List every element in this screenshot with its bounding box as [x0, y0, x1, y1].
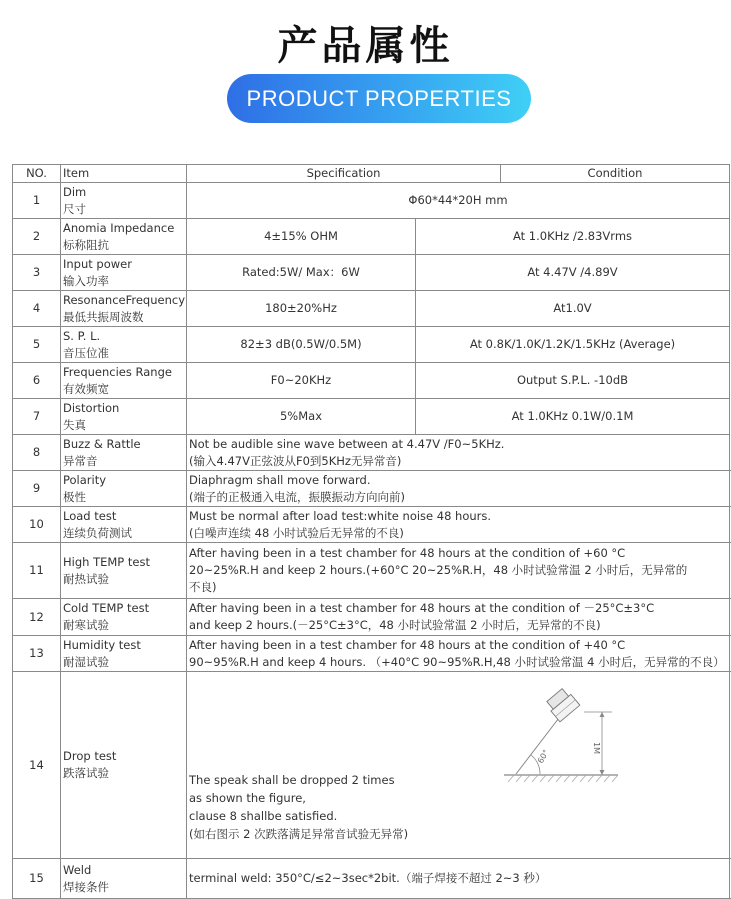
col-header-specification: Specification: [187, 165, 501, 183]
item-cn: 焊接条件: [63, 879, 109, 894]
item-cn: 极性: [63, 489, 86, 504]
item-cell: [61, 672, 187, 859]
item-cn: 尺寸: [63, 201, 86, 216]
table-row: [13, 543, 730, 599]
item-cell: [61, 327, 187, 363]
condition-cell: At 0.8K/1.0K/1.2K/1.5KHz (Average): [416, 327, 730, 363]
spec-line: Diaphragm shall move forward.: [189, 472, 371, 487]
item-cell: [61, 435, 187, 471]
item-cn: 输入功率: [63, 273, 109, 288]
table-header-row: [13, 165, 730, 183]
page-title: 产品属性: [277, 23, 454, 69]
drop-path-line: [516, 714, 562, 774]
spec-cell: 4±15% OHM: [187, 219, 416, 255]
spec-line: (如右图示 2 次跌落满足异常音试验无异常): [189, 827, 409, 841]
item-cell: [61, 183, 187, 219]
item-en: Frequencies Range: [63, 364, 172, 379]
item-cell: [61, 291, 187, 327]
spec-cell: 180±20%Hz: [187, 291, 416, 327]
table-row: [13, 291, 730, 327]
table-row: [13, 435, 730, 471]
table-row: [13, 399, 730, 435]
item-en: High TEMP test: [63, 554, 150, 569]
spec-cell: [187, 636, 730, 672]
item-en: Buzz & Rattle: [63, 436, 141, 451]
table-row: [13, 672, 730, 859]
spec-cell: terminal weld: 350°C/≤2~3sec*2bit.（端子焊接不超过 2~3 秒）: [187, 859, 730, 899]
item-en: Load test: [63, 508, 117, 523]
item-cn: 有效频宽: [63, 381, 109, 396]
ground-hatch: [508, 775, 618, 782]
spec-cell: [187, 543, 730, 599]
item-en: Drop test: [63, 749, 117, 763]
row-number: 3: [13, 255, 61, 291]
table-row: [13, 183, 730, 219]
table-row: [13, 599, 730, 636]
condition-cell: Output S.P.L. -10dB: [416, 363, 730, 399]
spec-line: Not be audible sine wave between at 4.47V /F0~5KHz.: [189, 436, 505, 451]
table-row: [13, 219, 730, 255]
row-number: 12: [13, 599, 61, 636]
col-header-item: Item: [61, 165, 187, 183]
table-row: [13, 255, 730, 291]
item-en: S. P. L.: [63, 328, 101, 343]
table-row: [13, 363, 730, 399]
table-row: [13, 636, 730, 672]
item-cell: [61, 471, 187, 507]
item-cell: [61, 507, 187, 543]
item-en: Distortion: [63, 400, 120, 415]
spec-line: (白噪声连续 48 小时试验后无异常的不良): [189, 525, 404, 540]
table-row: [13, 471, 730, 507]
row-number: 6: [13, 363, 61, 399]
condition-cell: At1.0V: [416, 291, 730, 327]
drop-test-text: [189, 771, 408, 843]
row-number: 15: [13, 859, 61, 899]
drop-test-figure: [502, 686, 620, 786]
spec-line: and keep 2 hours.(－25°C±3°C，48 小时试验常温 2 小时后，无异常的不良): [189, 618, 601, 632]
row-number: 11: [13, 543, 61, 599]
spec-line: as shown the figure,: [189, 791, 306, 805]
item-cn: 耐湿试验: [63, 654, 109, 669]
item-cell: [61, 255, 187, 291]
item-en: Dim: [63, 184, 87, 199]
item-cn: 音压位准: [63, 345, 109, 360]
spec-cell: [187, 471, 730, 507]
item-en: ResonanceFrequency: [63, 292, 186, 307]
item-en: Humidity test: [63, 637, 141, 652]
spec-cell: Rated:5W/ Max：6W: [187, 255, 416, 291]
spec-cell: F0~20KHz: [187, 363, 416, 399]
item-cell: [61, 636, 187, 672]
col-header-no: NO.: [13, 165, 61, 183]
item-cn: 标称阻抗: [63, 237, 109, 252]
row-number: 2: [13, 219, 61, 255]
speaker-icon: [545, 687, 580, 722]
item-cell: [61, 859, 187, 899]
subtitle-badge: PRODUCT PROPERTIES: [227, 74, 531, 123]
item-en: Polarity: [63, 472, 107, 487]
spec-line: The speak shall be dropped 2 times: [189, 773, 395, 787]
spec-cell: [187, 507, 730, 543]
item-cell: [61, 399, 187, 435]
spec-line: 20~25%R.H and keep 2 hours.(+60°C 20~25%R.H，48 小时试验常温 2 小时后，无异常的: [189, 563, 688, 577]
condition-cell: At 1.0KHz /2.83Vrms: [416, 219, 730, 255]
item-cn: 耐寒试验: [63, 618, 109, 632]
spec-line: 90~95%R.H and keep 4 hours. （+40°C 90~95%R.H,48 小时试验常温 4 小时后，无异常的不良）: [189, 654, 725, 669]
spec-line: After having been in a test chamber for 48 hours at the condition of +40 °C: [189, 637, 626, 652]
col-header-condition: Condition: [501, 165, 730, 183]
spec-line: After having been in a test chamber for 48 hours at the condition of －25°C±3°C: [189, 601, 655, 615]
item-cn: 最低共振周波数: [63, 309, 144, 324]
spec-line: clause 8 shallbe satisfied.: [189, 809, 338, 823]
spec-cell: 5%Max: [187, 399, 416, 435]
item-en: Anomia Impedance: [63, 220, 175, 235]
spec-cell: [187, 599, 730, 636]
row-number: 14: [13, 672, 61, 859]
row-number: 13: [13, 636, 61, 672]
item-cell: [61, 543, 187, 599]
row-number: 7: [13, 399, 61, 435]
row-number: 10: [13, 507, 61, 543]
spec-cell: Φ60*44*20H mm: [187, 183, 730, 219]
spec-line: Must be normal after load test:white noise 48 hours.: [189, 508, 492, 523]
dim-arrow-bottom: [600, 770, 605, 775]
spec-line: 不良): [189, 580, 217, 594]
condition-cell: At 4.47V /4.89V: [416, 255, 730, 291]
item-cell: [61, 363, 187, 399]
angle-label: 60°: [535, 748, 551, 765]
row-number: 4: [13, 291, 61, 327]
height-label: 1M: [592, 742, 601, 754]
table-row: [13, 327, 730, 363]
spec-cell: 82±3 dB(0.5W/0.5M): [187, 327, 416, 363]
item-en: Input power: [63, 256, 132, 271]
spec-cell: [187, 435, 730, 471]
table-row: [13, 507, 730, 543]
item-cn: 异常音: [63, 453, 98, 468]
row-number: 9: [13, 471, 61, 507]
table-row: [13, 859, 730, 899]
condition-cell: At 1.0KHz 0.1W/0.1M: [416, 399, 730, 435]
row-number: 5: [13, 327, 61, 363]
spec-line: (端子的正极通入电流，振膜振动方向向前): [189, 489, 405, 504]
spec-cell: [187, 672, 730, 859]
row-number: 8: [13, 435, 61, 471]
row-number: 1: [13, 183, 61, 219]
spec-table: [12, 164, 730, 899]
spec-line: After having been in a test chamber for 48 hours at the condition of +60 °C: [189, 546, 626, 560]
dim-arrow-top: [600, 712, 605, 717]
spec-line: (输入4.47V正弦波从F0到5KHz无异常音): [189, 453, 402, 468]
item-cell: [61, 599, 187, 636]
item-en: Weld: [63, 862, 92, 877]
item-cn: 连续负荷测试: [63, 525, 132, 540]
item-en: Cold TEMP test: [63, 601, 150, 615]
item-cell: [61, 219, 187, 255]
item-cn: 跌落试验: [63, 766, 109, 780]
item-cn: 失真: [63, 417, 86, 432]
item-cn: 耐热试验: [63, 571, 109, 586]
